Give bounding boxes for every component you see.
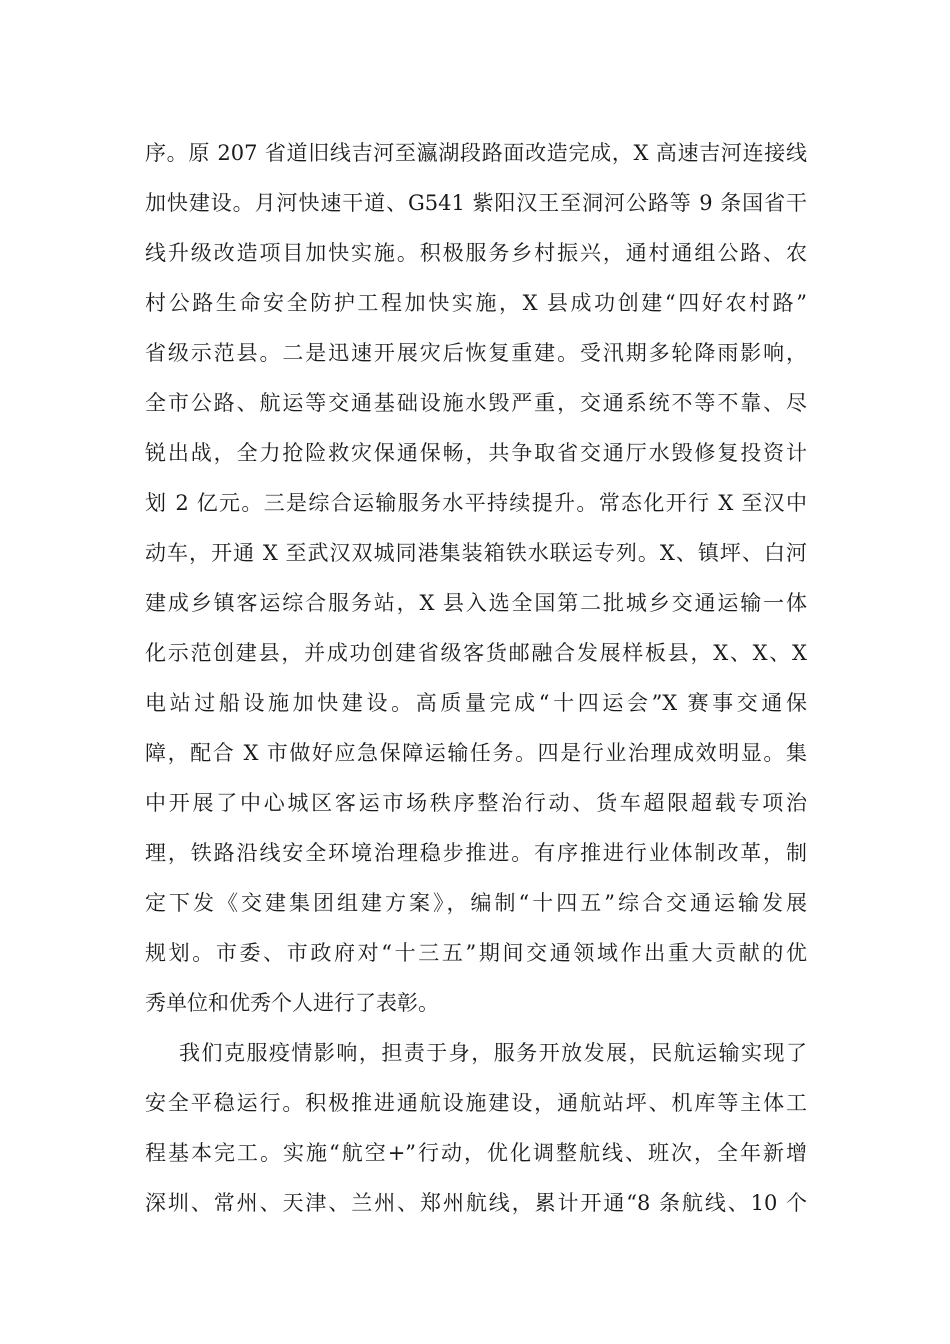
text-line: 锐出战，全力抢险救灾保通保畅，共争取省交通厅水毁修复投资计 (145, 441, 807, 465)
text-line: 电站过船设施加快建设。高质量完成“十四运会”X 赛事交通保 (145, 691, 807, 715)
text-line: 村公路生命安全防护工程加快实施，X 县成功创建“四好农村路” (145, 291, 807, 315)
text-line: 理，铁路沿线安全环境治理稳步推进。有序推进行业体制改革，制 (145, 841, 807, 865)
text-line: 规划。市委、市政府对“十三五”期间交通领域作出重大贡献的优 (145, 941, 807, 965)
text-line: 划 2 亿元。三是综合运输服务水平持续提升。常态化开行 X 至汉中 (145, 491, 807, 515)
text-line: 中开展了中心城区客运市场秩序整治行动、货车超限超载专项治 (145, 791, 807, 815)
document-body (145, 128, 807, 1228)
paragraph-2 (145, 1028, 807, 1228)
text-line: 障，配合 X 市做好应急保障运输任务。四是行业治理成效明显。集 (145, 741, 807, 765)
text-line: 定下发《交建集团组建方案》，编制“十四五”综合交通运输发展 (145, 891, 807, 915)
paragraph-1 (145, 128, 807, 1028)
text-line: 程基本完工。实施“航空+”行动，优化调整航线、班次，全年新增 (145, 1141, 807, 1165)
text-line: 省级示范县。二是迅速开展灾后恢复重建。受汛期多轮降雨影响， (145, 341, 807, 365)
text-line: 秀单位和优秀个人进行了表彰。 (145, 991, 439, 1015)
text-line: 加快建设。月河快速干道、G541 紫阳汉王至洞河公路等 9 条国省干 (145, 191, 807, 215)
text-line: 建成乡镇客运综合服务站，X 县入选全国第二批城乡交通运输一体 (145, 591, 807, 615)
text-line: 线升级改造项目加快实施。积极服务乡村振兴，通村通组公路、农 (145, 241, 807, 265)
text-line: 全市公路、航运等交通基础设施水毁严重，交通系统不等不靠、尽 (145, 391, 807, 415)
text-line: 动车，开通 X 至武汉双城同港集装箱铁水联运专列。X、镇坪、白河 (145, 541, 807, 565)
text-line: 序。原 207 省道旧线吉河至瀛湖段路面改造完成，X 高速吉河连接线 (145, 141, 807, 165)
text-line: 化示范创建县，并成功创建省级客货邮融合发展样板县，X、X、X (145, 641, 807, 665)
text-line: 深圳、常州、天津、兰州、郑州航线，累计开通“8 条航线、10 个 (145, 1191, 807, 1215)
text-line: 安全平稳运行。积极推进通航设施建设，通航站坪、机库等主体工 (145, 1091, 807, 1115)
text-line: 我们克服疫情影响，担责于身，服务开放发展，民航运输实现了 (179, 1041, 807, 1065)
